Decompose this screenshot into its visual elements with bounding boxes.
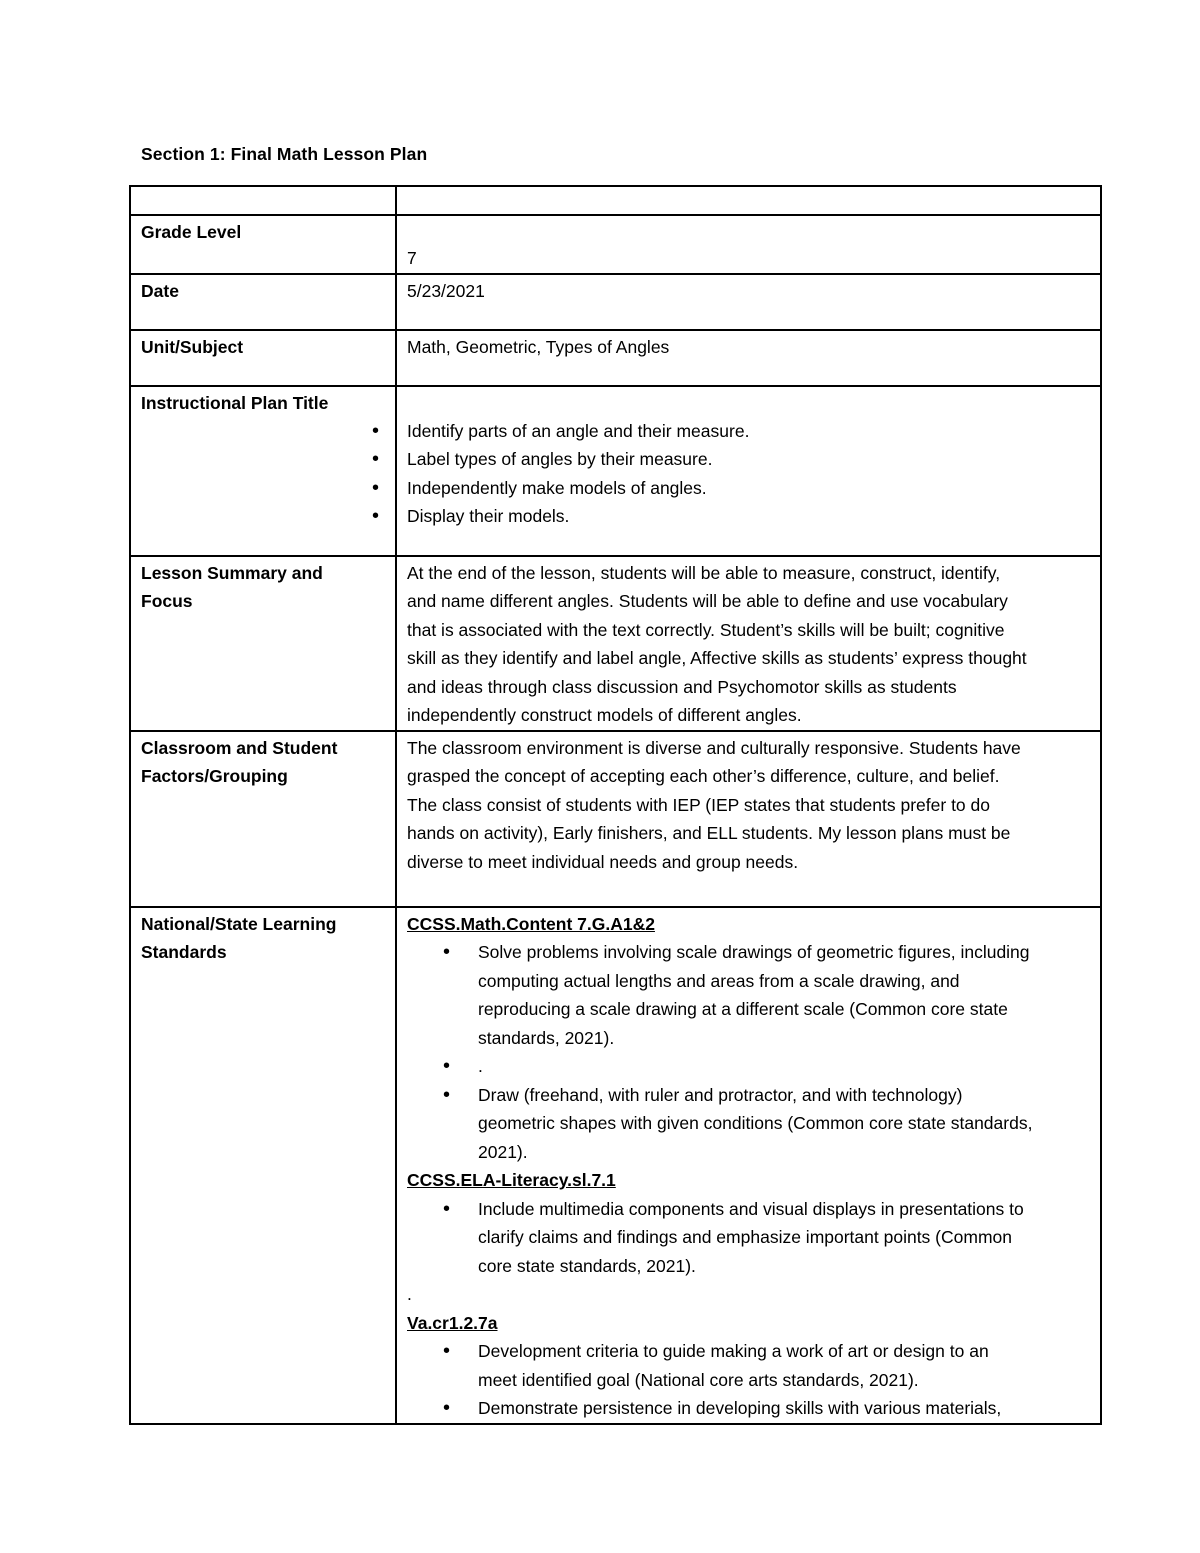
list-item: • Identify parts of an angle and their measure. bbox=[407, 417, 1092, 446]
standard-heading: CCSS.ELA-Literacy.sl.7.1 bbox=[407, 1170, 616, 1190]
table-row-standards bbox=[130, 907, 1101, 1424]
classroom-factors-label: Classroom and Student Factors/Grouping bbox=[130, 731, 396, 907]
empty-label-cell bbox=[130, 186, 396, 215]
list-item: • Demonstrate persistence in developing skills with various materials, bbox=[478, 1394, 1092, 1423]
standards-label: National/State Learning Standards bbox=[130, 907, 396, 1424]
list-item: • Draw (freehand, with ruler and protractor, and with technology) geometric shapes with given conditions (Common core state standards, 2021). bbox=[478, 1081, 1092, 1167]
lesson-plan-table bbox=[129, 185, 1102, 1425]
date-value: 5/23/2021 bbox=[396, 274, 1101, 330]
list-item: • Solve problems involving scale drawings of geometric figures, including computing actual lengths and areas from a scale drawing, and reproducing a scale drawing at a different scale (Common core state standards, 2021). bbox=[478, 938, 1092, 1052]
list-item: • Label types of angles by their measure. bbox=[407, 445, 1092, 474]
table-row-unit-subject bbox=[130, 330, 1101, 386]
standards-value bbox=[396, 907, 1101, 1424]
list-item: • Include multimedia components and visual displays in presentations to clarify claims and findings and emphasize important points (Common core state standards, 2021). bbox=[478, 1195, 1092, 1281]
grade-level-value: 7 bbox=[396, 215, 1101, 274]
standards-list bbox=[407, 938, 1092, 1166]
table-row-lesson-summary bbox=[130, 556, 1101, 731]
standards-list bbox=[407, 1337, 1092, 1423]
table-row-classroom-factors bbox=[130, 731, 1101, 907]
page-title: Section 1: Final Math Lesson Plan bbox=[141, 144, 428, 164]
unit-subject-label: Unit/Subject bbox=[130, 330, 396, 386]
unit-subject-value: Math, Geometric, Types of Angles bbox=[396, 330, 1101, 386]
standards-list bbox=[407, 1195, 1092, 1281]
classroom-factors-value: The classroom environment is diverse and culturally responsive. Students have grasped the concept of accepting each other’s difference, culture, and belief. The class consist of students with IEP (IEP states that students prefer to do hands on activity), Early finishers, and ELL students. My lesson plans must be diverse to meet individual needs and group needs. bbox=[396, 731, 1101, 907]
list-item: • . bbox=[478, 1052, 1092, 1081]
objectives-list bbox=[407, 387, 1092, 531]
table-row-grade-level bbox=[130, 215, 1101, 274]
list-item: • Development criteria to guide making a work of art or design to an meet identified goal (National core arts standards, 2021). bbox=[478, 1337, 1092, 1394]
table-row-date bbox=[130, 274, 1101, 330]
lesson-summary-label: Lesson Summary and Focus bbox=[130, 556, 396, 731]
standard-heading: CCSS.Math.Content 7.G.A1&2 bbox=[407, 913, 655, 934]
table-row-instructional-plan-title bbox=[130, 386, 1101, 556]
table-row-empty bbox=[130, 186, 1101, 215]
grade-level-label: Grade Level bbox=[130, 215, 396, 274]
instructional-plan-title-label: Instructional Plan Title bbox=[130, 386, 396, 556]
standard-heading: Va.cr1.2.7a bbox=[407, 1312, 498, 1333]
date-label: Date bbox=[130, 274, 396, 330]
list-item: • Independently make models of angles. bbox=[407, 474, 1092, 503]
list-item: • Display their models. bbox=[407, 502, 1092, 531]
lesson-summary-value: At the end of the lesson, students will be able to measure, construct, identify, and name different angles. Students will be able to define and use vocabulary that is associated with the text correctly. Student’s skills will be built; cognitive skill as they identify and label angle, Affective skills as students’ express thought and ideas through class discussion and Psychomotor skills as students independently construct models of different angles. bbox=[396, 556, 1101, 731]
instructional-plan-title-value bbox=[396, 386, 1101, 556]
separator-dot: . bbox=[407, 1284, 412, 1304]
empty-value-cell bbox=[396, 186, 1101, 215]
